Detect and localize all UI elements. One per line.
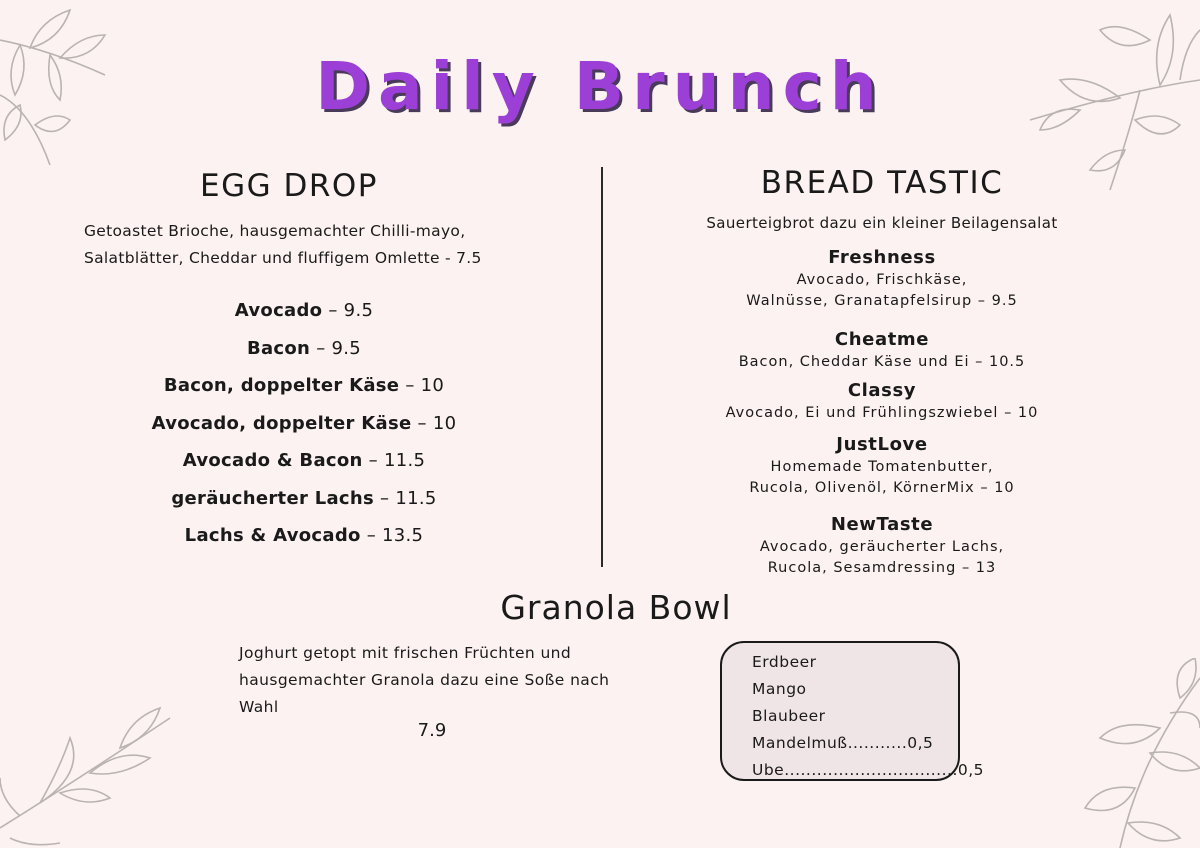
item-price: – 9.5 — [322, 300, 374, 321]
sauce-option: Mandelmuß...........0,5 — [752, 734, 934, 752]
bread-tastic-heading: BREAD TASTIC — [760, 165, 1004, 201]
egg-drop-heading: EGG DROP — [200, 168, 378, 204]
list-item — [84, 367, 524, 405]
item-desc: Avocado, Frischkäse, — [796, 272, 968, 288]
item-price: – 11.5 — [374, 487, 437, 509]
page-title: Daily Brunch — [315, 48, 885, 125]
item-name: Cheatme — [834, 329, 930, 350]
granola-desc — [239, 640, 669, 721]
list-item — [84, 517, 524, 555]
item-price: – 9.5 — [310, 337, 362, 359]
item-name: Bacon, doppelter Käse — [163, 375, 400, 396]
item-name: Avocado — [234, 300, 323, 321]
granola-heading: Granola Bowl — [500, 588, 732, 627]
item-desc: Homemade Tomatenbutter, — [770, 459, 994, 475]
granola-price: 7.9 — [417, 720, 447, 741]
egg-drop-intro-line: Getoastet Brioche, hausgemachter Chilli-mayo, — [84, 222, 466, 240]
list-item — [84, 405, 524, 443]
bread-tastic-section — [642, 165, 1122, 579]
leaf-branch-icon — [1010, 658, 1200, 848]
list-item — [642, 433, 1122, 499]
granola-desc-line: Wahl — [239, 698, 279, 716]
list-item — [84, 330, 524, 368]
list-item — [84, 292, 524, 330]
egg-drop-section — [84, 168, 524, 555]
item-name: Avocado & Bacon — [182, 450, 363, 471]
list-item — [642, 513, 1122, 579]
list-item — [642, 328, 1122, 373]
sauce-option: Mango — [752, 680, 807, 698]
sauce-option: Erdbeer — [752, 653, 817, 671]
column-divider — [601, 167, 603, 567]
item-name: Avocado, doppelter Käse — [151, 412, 412, 434]
granola-desc-line: Joghurt getopt mit frischen Früchten und — [239, 644, 572, 662]
item-name: Lachs & Avocado — [184, 525, 361, 546]
sauce-options-box — [720, 641, 985, 781]
egg-drop-intro-line: Salatblätter, Cheddar und fluffigem Omlette - 7.5 — [84, 249, 482, 267]
bread-tastic-intro: Sauerteigbrot dazu ein kleiner Beilagensalat — [706, 214, 1058, 232]
leaf-branch-icon — [0, 698, 180, 848]
granola-desc-line: hausgemachter Granola dazu eine Soße nach — [239, 671, 610, 689]
item-name: NewTaste — [830, 514, 934, 535]
item-name: JustLove — [836, 434, 928, 455]
egg-drop-list — [84, 292, 524, 555]
item-name: Classy — [847, 380, 917, 401]
list-item — [642, 246, 1122, 312]
egg-drop-intro — [84, 218, 524, 272]
list-item — [84, 442, 524, 480]
item-name: Freshness — [828, 247, 936, 268]
list-item — [642, 379, 1122, 424]
item-price: – 13.5 — [360, 525, 424, 546]
item-name: geräucherter Lachs — [171, 487, 375, 509]
item-desc: Rucola, Sesamdressing – 13 — [767, 560, 997, 576]
item-name: Bacon — [246, 337, 311, 359]
list-item — [84, 480, 524, 518]
item-price: – 11.5 — [362, 450, 426, 471]
sauce-option: Ube................................0,5 — [752, 761, 985, 779]
item-desc: Avocado, Ei und Frühlingszwiebel – 10 — [725, 405, 1039, 421]
item-desc: Walnüsse, Granatapfelsirup – 9.5 — [746, 293, 1018, 309]
item-desc: Avocado, geräucherter Lachs, — [759, 539, 1005, 555]
item-desc: Rucola, Olivenöl, KörnerMix – 10 — [749, 480, 1015, 496]
item-price: – 10 — [399, 375, 445, 396]
item-desc: Bacon, Cheddar Käse und Ei – 10.5 — [738, 354, 1026, 370]
item-price: – 10 — [411, 412, 457, 434]
sauce-option: Blaubeer — [752, 707, 826, 725]
